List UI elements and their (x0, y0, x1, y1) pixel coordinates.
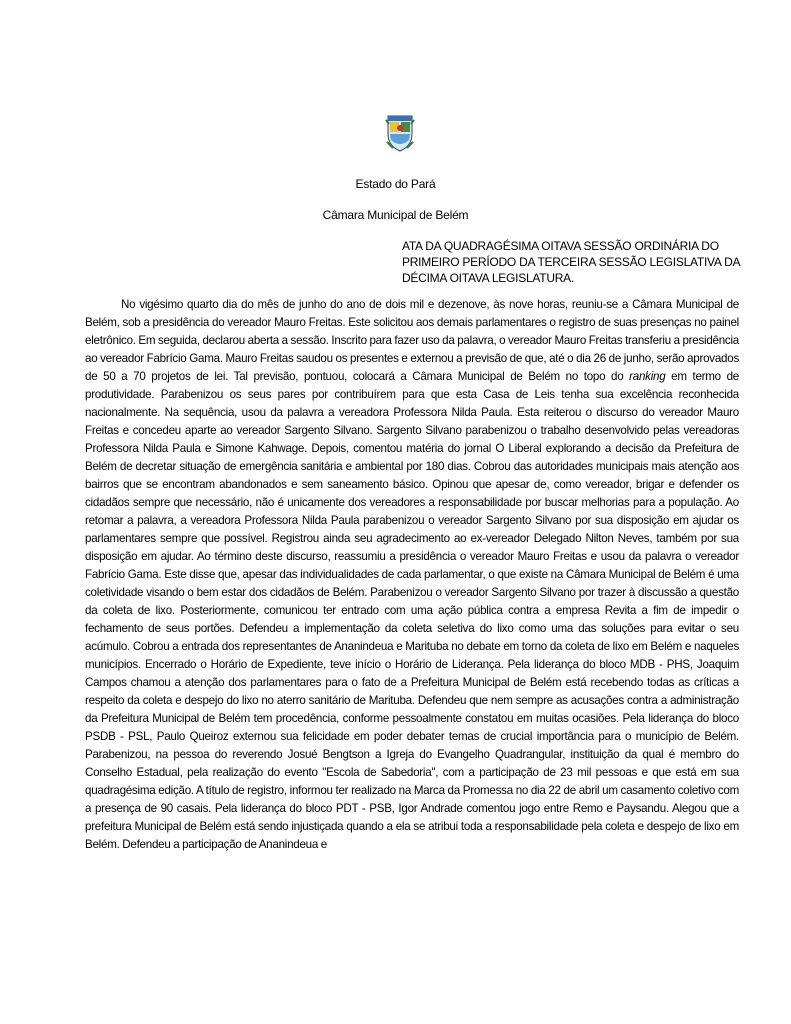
document-title: ATA DA QUADRAGÉSIMA OITAVA SESSÃO ORDINÁRIA DO PRIMEIRO PERÍODO DA TERCEIRA SESSÃO LEGISLATIVA DA DÉCIMA OITAVA LEGISLATURA. (402, 239, 740, 285)
chamber-name: Câmara Municipal de Belém (322, 208, 469, 222)
body-text-ranking: ranking (629, 370, 666, 383)
coat-of-arms-icon (385, 112, 415, 152)
minutes-body (85, 296, 739, 854)
state-name: Estado do Pará (355, 177, 436, 191)
body-text-part-2: em termo de produtividade. Parabenizou os seus pares por contribuírem para que esta Casa de Leis tenha sua excelência reconhecida nacionalmente. Na sequência, usou da palavra a vereadora Professora Nilda Paula. Esta reiterou o discurso do vereador Mauro Freitas e concedeu aparte ao vereador Sargento Silvano. Sargento Silvano parabenizou o trabalho desenvolvido pelas vereadoras Professora Nilda Paula e Simone Kahwage. Depois, comentou matéria do jornal O Liberal explorando a decisão da Prefeitura de Belém de decretar situação de emergência sanitária e ambiental por 180 dias. Cobrou das autoridades municipais mais atenção aos bairros que se encontram abandonados e sem saneamento básico. Opinou que apesar de, como vereador, brigar e defender os cidadãos sempre que necessário, não é unicamente dos vereadores a responsabilidade por buscar melhorias para a população. Ao retomar a palavra, a vereadora Professora Nilda Paula parabenizou o vereador Sargento Silvano por sua disposição em ajudar os parlamentares sempre que possível. Registrou ainda seu agradecimento ao ex-vereador Delegado Nilton Neves, também por sua disposição em ajudar. Ao término deste discurso, reassumiu a presidência o vereador Mauro Freitas e usou da palavra o vereador Fabrício Gama. Este disse que, apesar das individualidades de cada parlamentar, o que existe na Câmara Municipal de Belém é uma coletividade visando o bem estar dos cidadãos de Belém. Parabenizou o vereador Sargento Silvano por trazer à discussão a questão da coleta de lixo. Posteriormente, comunicou ter entrado com uma ação pública contra a empresa Revita a fim de impedir o fechamento de seus portões. Defendeu a implementação da coleta seletiva do lixo como uma das soluções para evitar o seu acúmulo. Cobrou a entrada dos representantes de Ananindeua e Marituba no debate em torno da coleta de lixo em Belém e naqueles municípios. Encerrado o Horário de Expediente, teve início o Horário de Liderança. Pela liderança do bloco MDB - PHS, Joaquim Campos chamou a atenção dos parlamentares para o fato de a Prefeitura Municipal de Belém está recebendo todas as críticas a respeito da coleta e despejo do lixo no aterro sanitário de Marituba. Defendeu que nem sempre as acusações contra a administração da Prefeitura Municipal de Belém tem procedência, conforme pessoalmente constatou em muitas ocasiões. Pela liderança do bloco PSDB - PSL, Paulo Queiroz externou sua felicidade em poder debater temas de crucial importância para o município de Belém. Parabenizou, na pessoa do reverendo Josué Bengtson a Igreja do Evangelho Quadrangular, instituição da qual é membro do Conselho Estadual, pela realização do evento "Escola de Sabedoria", com a participação de 23 mil pessoas e que está em sua quadragésima edição. A título de registro, informou ter realizado na Marca da Promessa no dia 22 de abril um casamento coletivo com a presença de 90 casais. Pela liderança do bloco PDT - PSB, Igor Andrade comentou jogo entre Remo e Paysandu. Alegou que a prefeitura Municipal de Belém está sendo injustiçada quando a ela se atribui toda a responsabilidade pela coleta e despejo de lixo em Belém. Defendeu a participação de Ananindeua e (85, 370, 739, 851)
body-text-part-1: No vigésimo quarto dia do mês de junho do ano de dois mil e dezenove, às nove horas, reuniu-se a Câmara Municipal de Belém, sob a presidência do vereador Mauro Freitas. Este solicitou aos demais parlamentares o registro de suas presenças no painel eletrônico. Em seguida, declarou aberta a sessão. Inscrito para fazer uso da palavra, o vereador Mauro Freitas transferiu a presidência ao vereador Fabrício Gama. Mauro Freitas saudou os presentes e externou a previsão de que, até o dia 26 de junho, serão aprovados de 50 a 70 projetos de lei. Tal previsão, pontuou, colocará a Câmara Municipal de Belém no topo do (85, 298, 739, 383)
